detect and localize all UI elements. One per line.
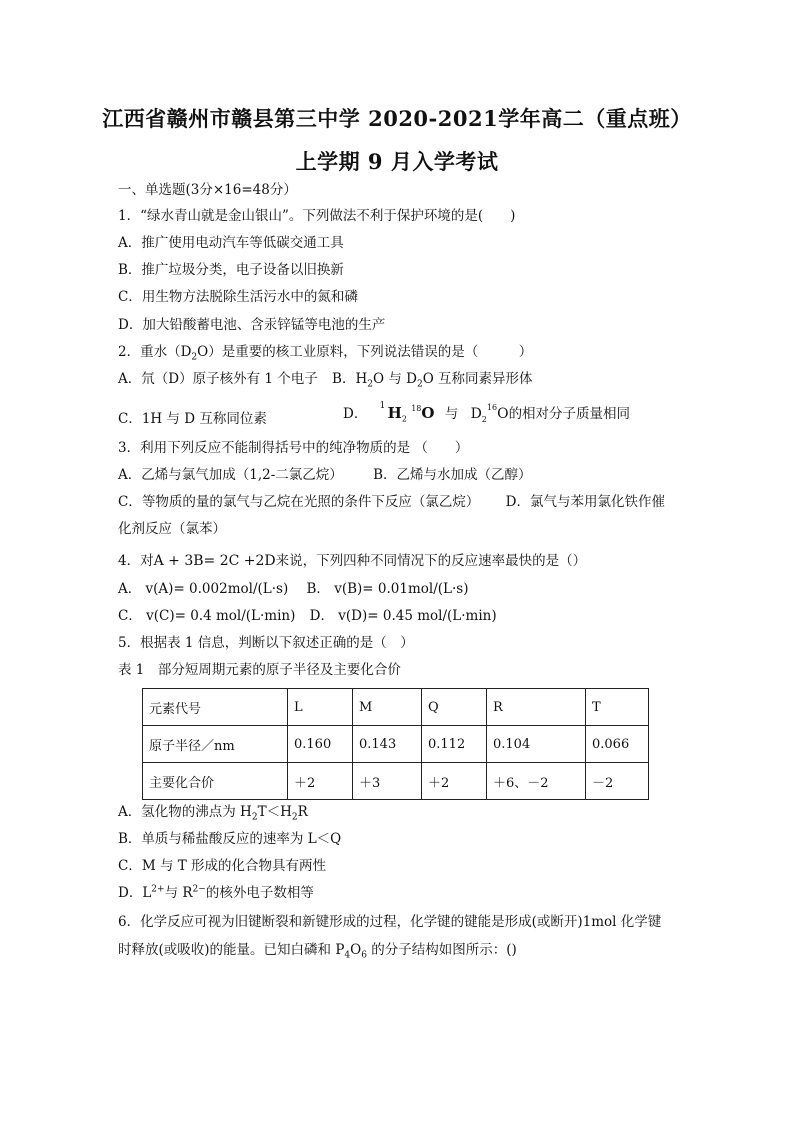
- q3-option-d-cont: 化剂反应（氯苯）: [118, 521, 226, 537]
- element-data-table: [142, 688, 649, 800]
- table-cell: R: [487, 689, 586, 726]
- q5-option-d: [118, 884, 314, 902]
- table-cell: T: [586, 689, 649, 726]
- text-part: 的分子结构如图所示：(): [366, 942, 517, 958]
- table-cell: ＋2: [288, 763, 353, 800]
- isotope-formula-2: [471, 405, 509, 423]
- q6-line1: 6．化学反应可视为旧键断裂和新键形成的过程，化学键的键能是形成(或断开)1mol 化学键: [118, 914, 662, 930]
- table-cell: 0.104: [487, 726, 586, 763]
- table-cell: 主要化合价: [143, 763, 288, 800]
- text-part: 来说，下列四种不同情况下的反应速率最快的是（）: [275, 553, 587, 569]
- q2-stem-part: 2．重水（D: [118, 344, 192, 360]
- subscript: 2: [401, 414, 407, 424]
- table-row: [143, 689, 649, 726]
- q3-options-cd: [118, 493, 665, 511]
- subscript: 2: [481, 414, 487, 424]
- isotope-formula-1: 1 $H_2$ $^{18}$O: [379, 401, 435, 424]
- q5-stem: 5．根据表 1 信息，判断以下叙述正确的是（ ）: [118, 635, 414, 651]
- q2-stem: [118, 343, 532, 361]
- text-part: O: [350, 942, 362, 958]
- connector-text: 与: [444, 406, 459, 422]
- q6-line2: [118, 941, 517, 959]
- subscript: 2: [191, 352, 198, 363]
- exam-title-line1: 江西省赣州市赣县第三中学 2020-2021学年高二（重点班）: [102, 106, 692, 131]
- subscript: 2: [416, 379, 423, 390]
- subscript: 2: [251, 812, 258, 823]
- q5-option-a: [118, 803, 308, 821]
- q2-stem-part: O）是重要的核工业原料，下列说法错误的是（ ）: [197, 344, 533, 360]
- table-row: [143, 763, 649, 800]
- q4-stem: [118, 552, 586, 570]
- text-part: T＜H: [257, 804, 292, 820]
- q2-option-b: [332, 371, 533, 390]
- q1-option-a: A．推广使用电动汽车等低碳交通工具: [118, 235, 344, 251]
- q2-option-a: A．氘（D）原子核外有 1 个电子: [118, 371, 318, 387]
- table-cell: 原子半径／nm: [143, 726, 288, 763]
- q4-options-cd: [118, 607, 497, 625]
- q1-option-c: C．用生物方法脱除生活污水中的氮和磷: [118, 289, 358, 305]
- q4-option-b: B． v(B)= 0.01mol/(L·s): [306, 581, 469, 597]
- text-part: 的相对分子质量相同: [508, 406, 631, 422]
- subscript: 4: [344, 950, 351, 961]
- q4-option-a: A． v(A)= 0.002mol/(L·s): [118, 581, 289, 597]
- text-part: A．氢化物的沸点为 H: [118, 804, 252, 820]
- q3-option-b: B．乙烯与水加成（乙醇）: [373, 467, 532, 483]
- exam-title-line2: 上学期 9 月入学考试: [295, 149, 499, 174]
- text-part: 4．对: [118, 553, 154, 569]
- q4-option-d: D． v(D)= 0.45 mol/(L·min): [309, 608, 497, 624]
- text-part: B．H: [332, 371, 368, 387]
- option-label: D．: [343, 406, 368, 422]
- q3-stem: 3．利用下列反应不能制得括号中的纯净物质的是 （ ）: [118, 440, 469, 456]
- table-cell: －2: [586, 763, 649, 800]
- table-cell: Q: [422, 689, 487, 726]
- subscript: 2: [367, 379, 373, 390]
- subscript: 6: [361, 950, 367, 961]
- text-part: 的核外电子数相等: [205, 885, 314, 901]
- table-cell: 0.066: [586, 726, 649, 763]
- q3-option-d: D．氯气与苯用氯化铁作催: [505, 494, 665, 510]
- text-part: 与 R: [164, 885, 193, 901]
- superscript: 2+: [151, 884, 165, 895]
- section-heading: 一、单选题(3分×16=48分）: [118, 182, 297, 198]
- subscript: 2: [291, 812, 298, 823]
- text-part: 时释放(或吸收)的能量。已知白磷和 P: [118, 942, 345, 958]
- q5-option-c: C．M 与 T 形成的化合物具有两性: [118, 858, 327, 874]
- q2-option-c: C．1H 与 D 互称同位素: [118, 411, 267, 427]
- element-symbol: D: [470, 406, 482, 422]
- element-symbol: O: [497, 406, 509, 422]
- element-symbol: H: [387, 404, 402, 422]
- text-part: R: [297, 804, 308, 820]
- table-cell: L: [288, 689, 353, 726]
- q5-option-b: B．单质与稀盐酸反应的速率为 L＜Q: [118, 831, 342, 847]
- table-row: [143, 726, 649, 763]
- q3-option-a: A．乙烯与氯气加成（1,2-二氯乙烷）: [118, 467, 343, 483]
- q4-options-ab: [118, 580, 468, 598]
- reaction-equation: A + 3B= 2C +2D: [153, 553, 276, 569]
- q2-options-ab: [118, 370, 533, 388]
- table-cell: 0.160: [288, 726, 353, 763]
- table-cell: ＋2: [422, 763, 487, 800]
- q2-option-d: [343, 401, 631, 424]
- table-cell: M: [353, 689, 422, 726]
- q5-table-caption: 表 1 部分短周期元素的原子半径及主要化合价: [118, 662, 401, 678]
- table-cell: 0.143: [353, 726, 422, 763]
- q1-stem: 1．“绿水青山就是金山银山”。下列做法不利于保护环境的是( ): [118, 208, 516, 224]
- table-cell: 元素代号: [143, 689, 288, 726]
- q3-option-c: C．等物质的量的氯气与乙烷在光照的条件下反应（氯乙烷）: [118, 494, 480, 510]
- q4-option-c: C． v(C)= 0.4 mol/(L·min): [118, 608, 296, 624]
- table-cell: ＋6、－2: [487, 763, 586, 800]
- element-symbol: O: [421, 404, 435, 422]
- text-part: D．L: [118, 885, 152, 901]
- q1-option-b: B．推广垃圾分类，电子设备以旧换新: [118, 262, 344, 278]
- q3-options-ab: [118, 466, 532, 484]
- superscript: 2−: [192, 884, 206, 895]
- mass-number: 16: [486, 403, 498, 413]
- text-part: O 互称同素异形体: [422, 371, 533, 387]
- table-cell: ＋3: [353, 763, 422, 800]
- q1-option-d: D．加大铅酸蓄电池、含汞锌锰等电池的生产: [118, 317, 386, 333]
- text-part: O 与 D: [372, 371, 417, 387]
- table-cell: 0.112: [422, 726, 487, 763]
- mass-number: 18: [411, 403, 422, 413]
